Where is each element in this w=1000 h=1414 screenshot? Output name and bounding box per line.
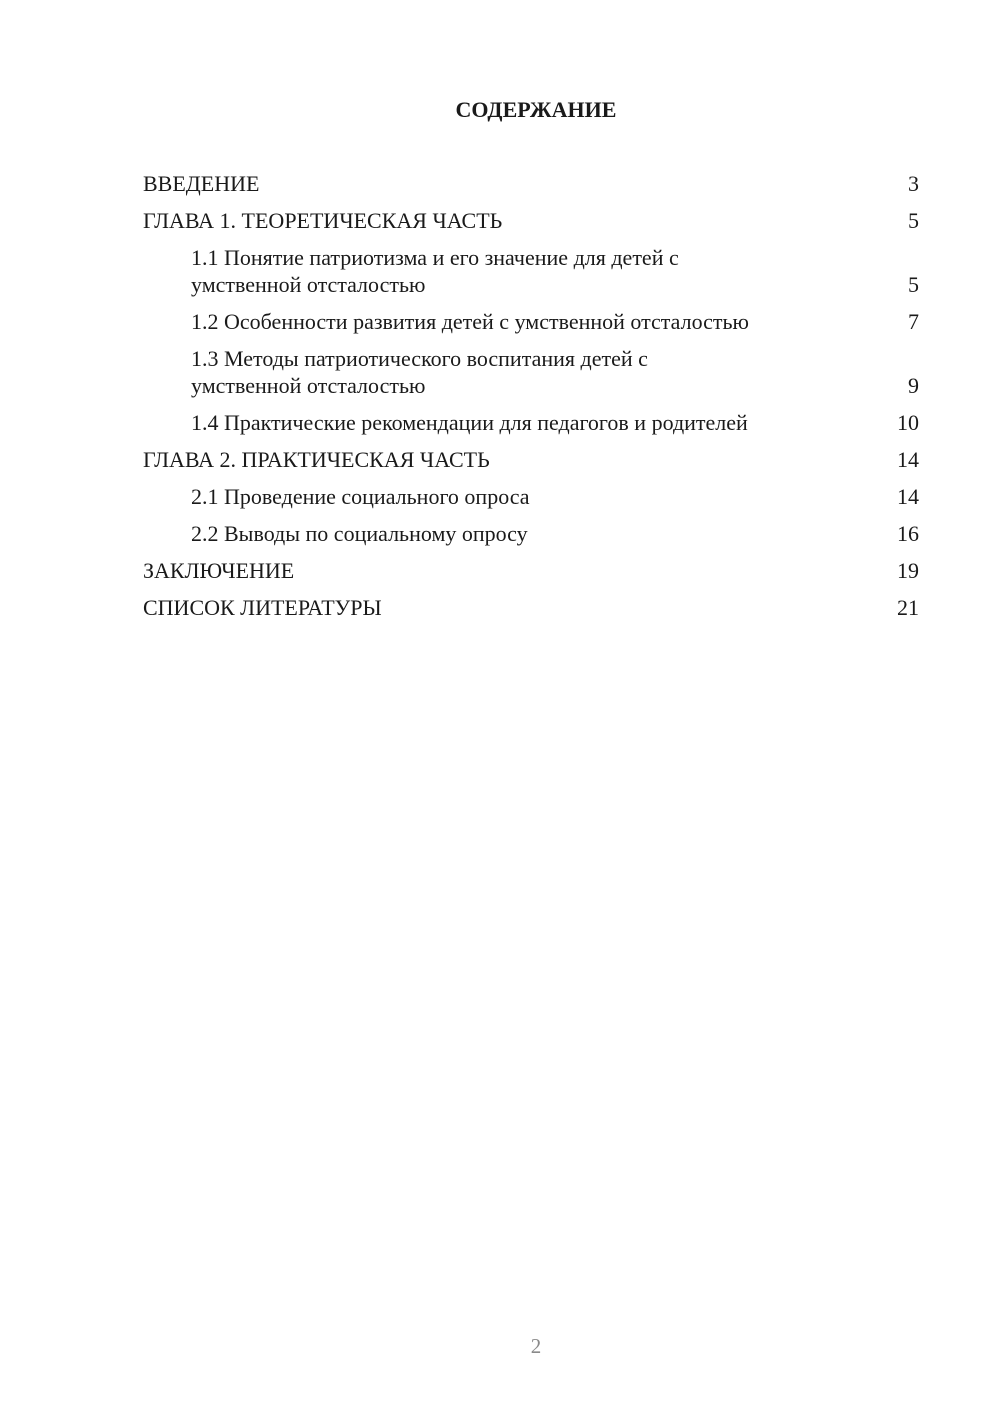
toc-entry-chapter-2[interactable] xyxy=(143,446,919,473)
toc-entry-page: 9 xyxy=(908,373,919,398)
toc-entry-chapter-1[interactable] xyxy=(143,207,919,234)
toc-entry-page: 14 xyxy=(897,447,919,472)
toc-entry-text: 1.1 Понятие патриотизма и его значение для детей с умственной отсталостью xyxy=(191,245,679,297)
toc-entry-page: 14 xyxy=(897,484,919,509)
toc-entry-page: 7 xyxy=(908,309,919,334)
page-number: 2 xyxy=(530,1334,542,1358)
toc-entry-text: ВВЕДЕНИЕ xyxy=(143,171,260,196)
toc-entry-text: ГЛАВА 2. ПРАКТИЧЕСКАЯ ЧАСТЬ xyxy=(143,447,490,472)
toc-entry-text: 1.2 Особенности развития детей с умственной отсталостью xyxy=(191,309,749,334)
toc-entry-text: ГЛАВА 1. ТЕОРЕТИЧЕСКАЯ ЧАСТЬ xyxy=(143,208,503,233)
toc-entry-page: 10 xyxy=(897,410,919,435)
table-of-contents xyxy=(143,170,919,631)
toc-entry-text: 2.2 Выводы по социальному опросу xyxy=(191,521,528,546)
toc-entry-text: 1.4 Практические рекомендации для педагогов и родителей xyxy=(191,410,748,435)
toc-entry-2-2[interactable] xyxy=(143,520,919,547)
toc-entry-page: 19 xyxy=(897,558,919,583)
toc-entry-text: ЗАКЛЮЧЕНИЕ xyxy=(143,558,295,583)
toc-entry-introduction[interactable] xyxy=(143,170,919,197)
toc-entry-page: 5 xyxy=(908,208,919,233)
toc-entry-2-1[interactable] xyxy=(143,483,919,510)
toc-entry-conclusion[interactable] xyxy=(143,557,919,584)
toc-entry-text: 1.3 Методы патриотического воспитания детей с умственной отсталостью xyxy=(191,346,648,398)
toc-entry-page: 21 xyxy=(897,595,919,620)
toc-entry-1-4[interactable] xyxy=(143,409,919,436)
toc-entry-text: 2.1 Проведение социального опроса xyxy=(191,484,530,509)
toc-entry-1-2[interactable] xyxy=(143,308,919,335)
toc-entry-1-3[interactable] xyxy=(143,345,919,399)
toc-entry-text: СПИСОК ЛИТЕРАТУРЫ xyxy=(143,595,382,620)
toc-entry-1-1[interactable] xyxy=(143,244,919,298)
toc-entry-page: 5 xyxy=(908,272,919,297)
toc-entry-page: 3 xyxy=(908,171,919,196)
toc-entry-page: 16 xyxy=(897,521,919,546)
toc-entry-references[interactable] xyxy=(143,594,919,621)
page-title: СОДЕРЖАНИЕ xyxy=(455,97,617,122)
